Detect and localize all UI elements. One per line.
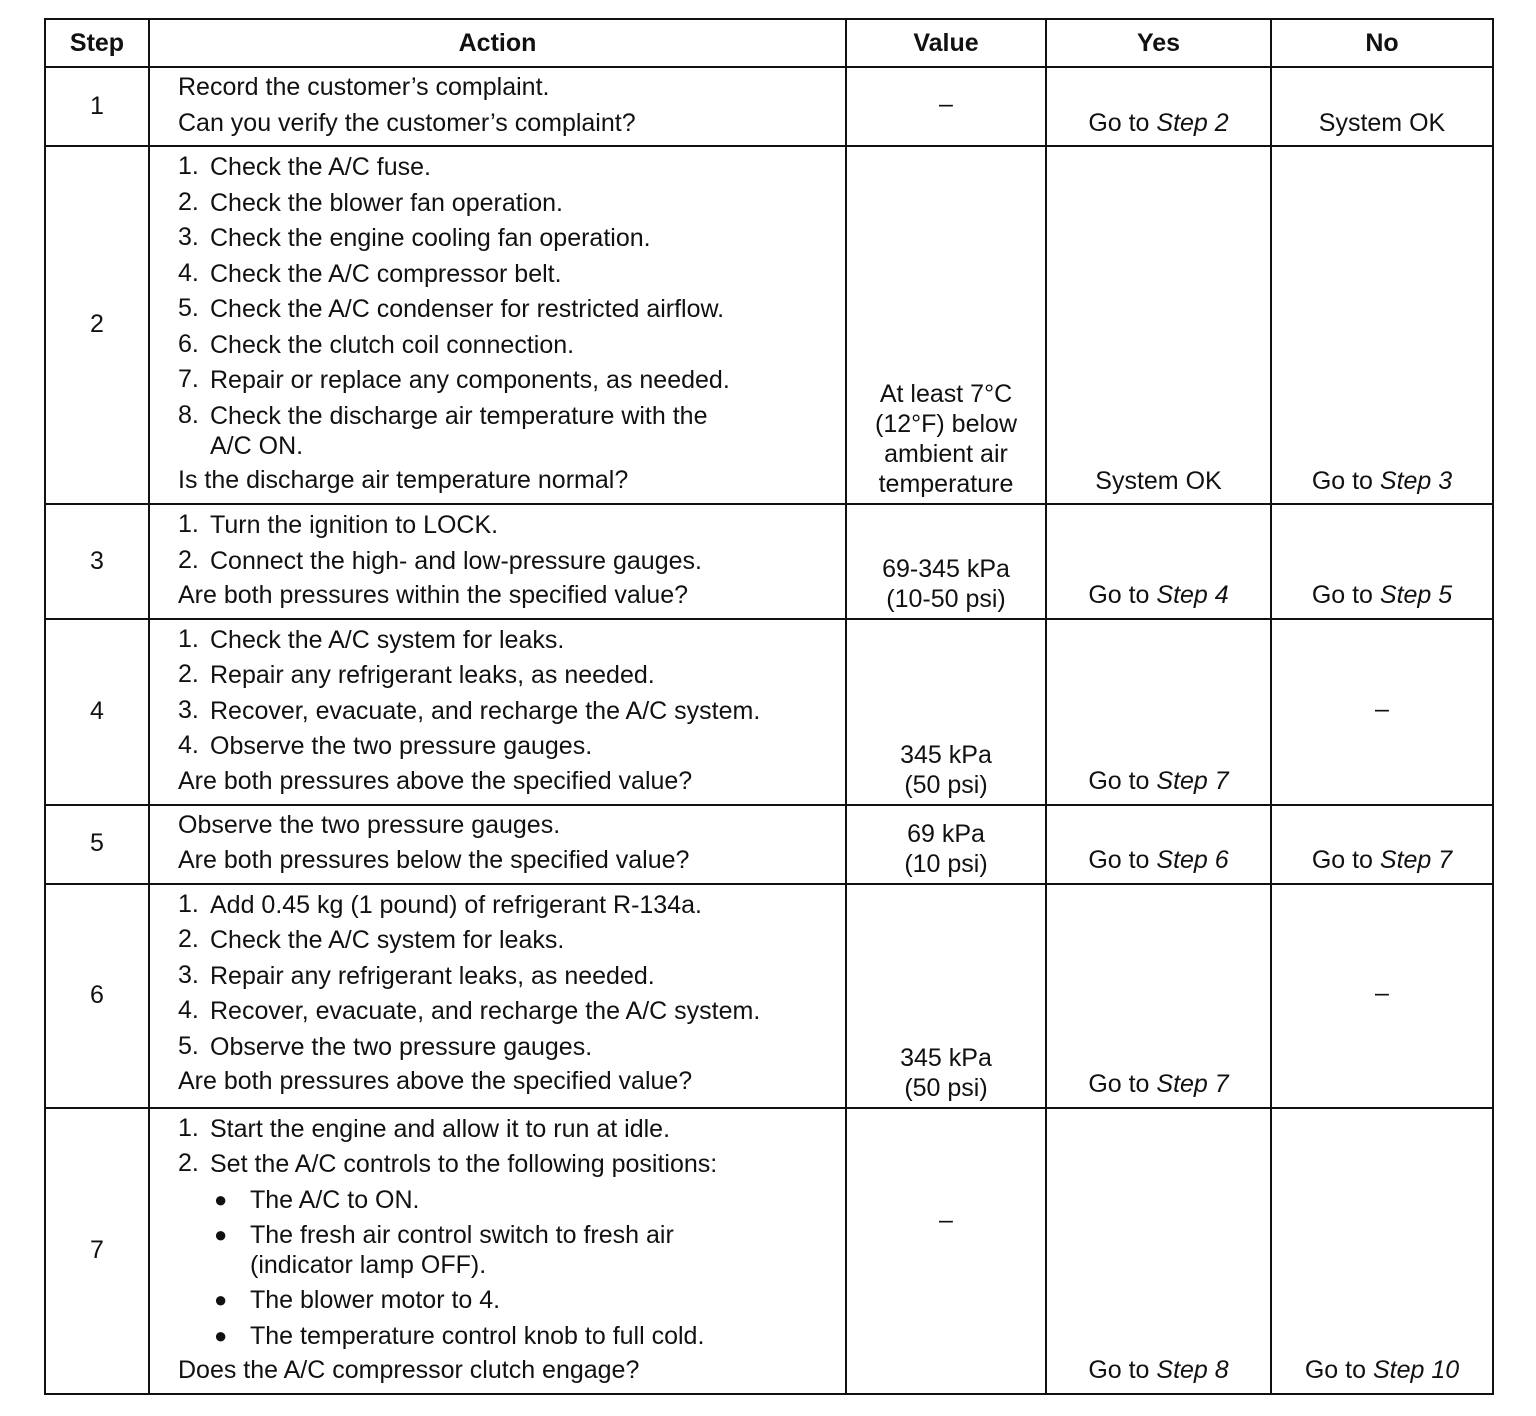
item-number: 4. [178,731,199,759]
action-item [178,149,837,185]
item-text: Repair any refrigerant leaks, as needed. [210,661,655,689]
header-no: No [1271,19,1493,67]
no-cell [1271,504,1493,619]
action-item [178,398,837,463]
step-number: 4 [45,619,149,805]
header-yes: Yes [1046,19,1271,67]
bullet-icon: ● [214,1287,228,1312]
value-line: At least 7°C [879,380,1013,408]
goto-prefix: Go to [1311,846,1380,874]
goto-prefix: Go to [1088,581,1157,609]
table-header-row [45,19,1493,67]
item-text: Check the A/C condenser for restricted airflow. [210,295,725,323]
action-item [178,958,837,994]
yes-cell [1046,805,1271,884]
value-line: (50 psi) [904,1073,988,1102]
action-line: Record the customer’s complaint. [178,73,550,101]
action-cell [149,504,846,619]
item-number: 1. [178,889,199,918]
action-item [178,185,837,221]
action-cell [149,884,846,1108]
action-question: Are both pressures above the specified value? [178,766,693,795]
item-text: Start the engine and allow it to run at idle. [210,1114,671,1143]
value-line: 69 kPa [907,819,985,848]
value-line: (50 psi) [904,770,988,799]
action-item [178,327,837,363]
item-number: 2. [178,545,199,574]
yes-cell [1046,619,1271,805]
action-item [178,1029,837,1065]
action-cell [149,619,846,805]
no-cell: System OK [1271,67,1493,146]
header-value: Value [846,19,1046,67]
diagnostic-table-document [44,18,1494,1395]
goto-prefix: Go to [1088,846,1157,874]
item-text: Check the A/C fuse. [210,153,431,181]
item-number: 3. [178,960,199,989]
goto-step-link: Step 5 [1379,581,1453,609]
action-question: Does the A/C compressor clutch engage? [178,1356,640,1384]
bullet-item [178,1182,837,1218]
value-cell [846,146,1046,504]
step-number: 1 [45,67,149,146]
goto-prefix: Go to [1088,767,1157,795]
goto-prefix: Go to [1088,108,1157,137]
value-line: (12°F) below [875,410,1017,438]
item-text: Recover, evacuate, and recharge the A/C system. [210,997,761,1025]
goto-step-link: Step 7 [1156,767,1229,795]
goto-step-link: Step 6 [1156,846,1229,874]
goto-step-link: Step 7 [1156,1070,1229,1098]
header-step: Step [45,19,149,67]
bullet-icon: ● [214,1186,228,1212]
action-item [178,507,837,543]
item-number: 1. [178,152,199,180]
item-text: Check the clutch coil connection. [210,330,575,359]
table-row-step-1 [45,67,1493,146]
value-line: ambient air [884,440,1008,468]
goto-step-link: Step 10 [1372,1356,1460,1384]
action-question: Can you verify the customer’s complaint? [178,108,636,137]
item-text: Observe the two pressure gauges. [210,1032,593,1061]
value-cell: – [846,1108,1046,1394]
no-cell [1271,146,1493,504]
bullet-text: The temperature control knob to full cold. [250,1321,705,1350]
no-cell [1271,805,1493,884]
step-number: 7 [45,1108,149,1394]
bullet-icon: ● [214,1222,228,1247]
goto-prefix: Go to [1311,581,1380,609]
table-row-step-5 [45,805,1493,884]
value-cell [846,884,1046,1108]
item-text: Check the blower fan operation. [210,188,563,217]
bullet-text: The A/C to ON. [250,1185,420,1214]
item-number: 6. [178,329,199,358]
action-item [178,543,837,579]
item-number: 3. [178,223,199,251]
yes-cell [1046,884,1271,1108]
header-action: Action [149,19,846,67]
action-item [178,922,837,958]
item-text: Add 0.45 kg (1 pound) of refrigerant R-134a. [210,890,702,919]
action-item [178,1111,837,1147]
item-text: Set the A/C controls to the following positions: [210,1150,718,1178]
action-cell [149,1108,846,1394]
item-number: 5. [178,294,199,322]
bullet-icon: ● [214,1322,228,1348]
no-cell: – [1271,884,1493,1108]
value-cell: – [846,67,1046,146]
action-question: Are both pressures within the specified value? [178,581,689,609]
goto-step-link: Step 4 [1156,581,1229,609]
action-item [178,256,837,292]
value-line: temperature [878,470,1014,498]
goto-step-link: Step 8 [1156,1356,1229,1384]
item-text: Connect the high- and low-pressure gauges. [210,546,702,575]
action-item [178,693,837,729]
item-text: Check the A/C compressor belt. [210,259,562,288]
bullet-text-continued: (indicator lamp OFF). [250,1251,487,1279]
goto-step-link: Step 3 [1379,466,1453,495]
item-number: 7. [178,365,199,393]
action-item [178,728,837,764]
goto-step-link: Step 7 [1379,846,1453,874]
action-item [178,657,837,693]
yes-cell [1046,67,1271,146]
table-row-step-6 [45,884,1493,1108]
bullet-item [178,1318,837,1354]
action-item [178,220,837,256]
goto-prefix: Go to [1311,466,1380,495]
action-item [178,291,837,327]
action-cell [149,67,846,146]
item-number: 1. [178,1113,199,1142]
action-item [178,622,837,658]
action-line: Observe the two pressure gauges. [178,810,561,839]
item-number: 1. [178,624,199,653]
value-cell [846,619,1046,805]
item-text: Check the A/C system for leaks. [210,625,565,654]
item-number: 4. [178,258,199,287]
action-question: Are both pressures above the specified value? [178,1067,693,1095]
bullet-text: The blower motor to 4. [250,1286,501,1314]
yes-cell [1046,504,1271,619]
table-row-step-2 [45,146,1493,504]
item-number: 2. [178,660,199,688]
item-text: Repair any refrigerant leaks, as needed. [210,961,655,990]
value-line: 345 kPa [900,740,992,769]
table-row-step-7 [45,1108,1493,1394]
action-item [178,993,837,1029]
table-row-step-4 [45,619,1493,805]
action-cell [149,146,846,504]
action-question: Are both pressures below the specified value? [178,846,690,874]
action-question: Is the discharge air temperature normal? [178,465,629,494]
step-number: 6 [45,884,149,1108]
action-item [178,887,837,923]
item-number: 5. [178,1031,199,1060]
step-number: 2 [45,146,149,504]
value-cell [846,805,1046,884]
goto-prefix: Go to [1088,1356,1157,1384]
no-cell [1271,1108,1493,1394]
value-line: (10 psi) [904,849,988,878]
value-line: (10-50 psi) [886,584,1006,613]
yes-cell [1046,1108,1271,1394]
item-number: 4. [178,996,199,1024]
item-text: Repair or replace any components, as needed. [210,366,730,394]
bullet-item [178,1217,837,1282]
no-cell: – [1271,619,1493,805]
goto-prefix: Go to [1304,1356,1373,1384]
step-number: 3 [45,504,149,619]
bullet-text: The fresh air control switch to fresh air [250,1221,674,1249]
item-number: 3. [178,695,199,724]
item-number: 8. [178,400,199,429]
item-number: 2. [178,925,199,953]
yes-cell: System OK [1046,146,1271,504]
bullet-item [178,1282,837,1318]
value-line: 345 kPa [900,1043,992,1072]
item-text: Turn the ignition to LOCK. [210,511,499,539]
goto-step-link: Step 2 [1156,108,1229,137]
value-line: 69-345 kPa [882,554,1010,583]
goto-prefix: Go to [1088,1070,1157,1098]
item-text: Check the A/C system for leaks. [210,926,565,954]
item-text: Check the engine cooling fan operation. [210,224,651,252]
item-text: Check the discharge air temperature with the [210,401,708,430]
diagnostic-table [44,18,1494,1395]
item-number: 1. [178,510,199,538]
item-text-continued: A/C ON. [210,431,304,460]
action-cell [149,805,846,884]
action-item [178,362,837,398]
action-item [178,1146,837,1182]
item-text: Recover, evacuate, and recharge the A/C system. [210,696,761,725]
item-text: Observe the two pressure gauges. [210,732,593,760]
item-number: 2. [178,1149,199,1177]
value-cell [846,504,1046,619]
step-number: 5 [45,805,149,884]
table-row-step-3 [45,504,1493,619]
item-number: 2. [178,187,199,216]
